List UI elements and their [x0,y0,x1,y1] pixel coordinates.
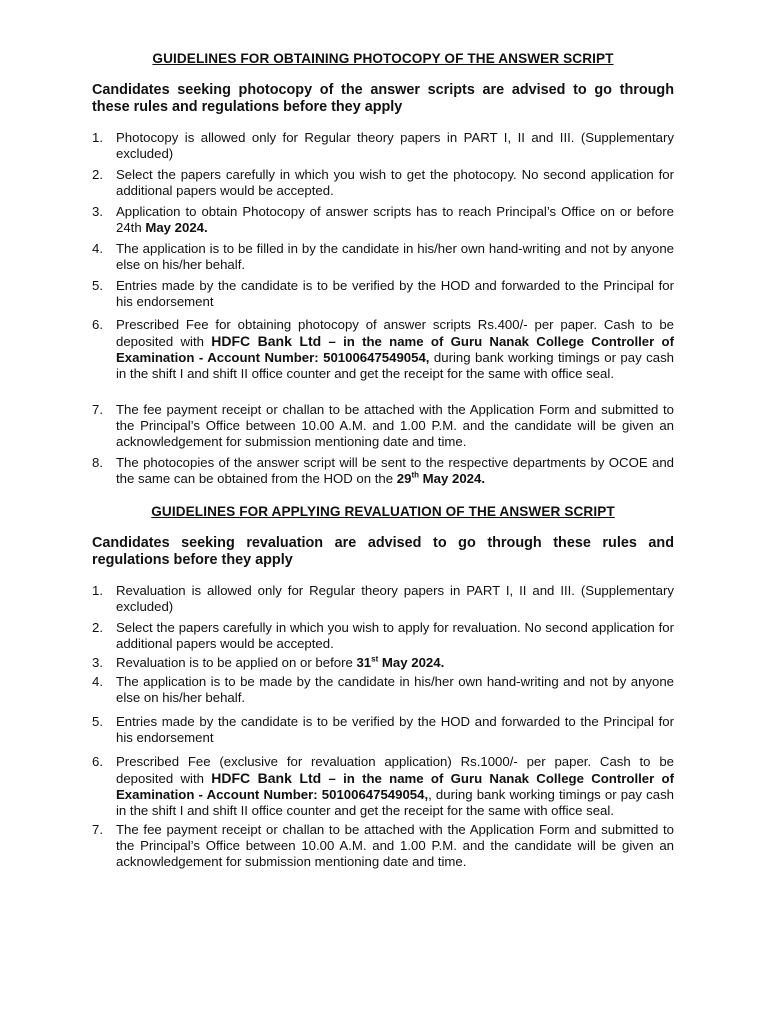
item-number: 1. [92,583,103,598]
item-number: 6. [92,754,103,769]
item-text: Revaluation is to be applied on or before [116,655,357,670]
item-text: Prescribed Fee (exclusive for revaluation application) Rs.1000/- per paper. Cash to be deposited with [116,754,674,786]
item-number: 8. [92,455,103,470]
list-item [92,241,674,273]
item-text: The application is to be filled in by the candidate in his/her own hand-writing and not by anyone else on his/her behalf. [116,241,674,272]
item-text: The photocopies of the answer script will be sent to the respective departments by OCOE and the same can be obtained from the HOD on the [116,455,674,486]
item-text: Entries made by the candidate is to be verified by the HOD and forwarded to the Principal for his endorsement [116,714,674,745]
list-item [92,204,674,236]
list-item [92,317,674,382]
item-number: 6. [92,317,103,332]
bank-name: HDFC Bank Ltd [211,333,322,349]
item-number: 3. [92,655,103,670]
account-details: – in the name of Guru Nanak College Controller of Examination - Account Number: 50100647549054, [116,771,674,802]
item-text: Photocopy is allowed only for Regular theory papers in PART I, II and III. (Supplementary excluded) [116,130,674,161]
list-item [92,620,674,652]
deadline-day: 31 [356,655,372,670]
day-suffix: th [411,470,419,480]
list-item [92,130,674,162]
list-item [92,655,674,671]
revaluation-rules-list [92,583,674,870]
item-text: Entries made by the candidate is to be verified by the HOD and forwarded to the Principal for his endorsement [116,278,674,309]
item-number: 1. [92,130,103,145]
list-item [92,402,674,450]
item-number: 2. [92,620,103,635]
item-number: 4. [92,674,103,689]
account-details: – in the name of Guru Nanak College Controller of Examination - Account Number: 50100647549054, [116,334,674,365]
item-number: 7. [92,402,103,417]
bank-name: HDFC Bank Ltd [211,770,322,786]
item-text: The fee payment receipt or challan to be attached with the Application Form and submitted to the Principal’s Office between 10.00 A.M. and 1.00 P.M. and the candidate will be given an acknowledgement for submission mentioning date and time. [116,822,674,869]
item-number: 5. [92,714,103,729]
photocopy-heading: GUIDELINES FOR OBTAINING PHOTOCOPY OF THE ANSWER SCRIPT [152,51,614,66]
deadline-date: May 2024. [145,220,208,235]
list-item [92,754,674,819]
list-item [92,714,674,746]
item-text: The application is to be made by the candidate in his/her own hand-writing and not by anyone else on his/her behalf. [116,674,674,705]
item-text: The fee payment receipt or challan to be attached with the Application Form and submitted to the Principal’s Office between 10.00 A.M. and 1.00 P.M. and the candidate will be given an acknowledgement for submission mentioning date and time. [116,402,674,449]
item-number: 5. [92,278,103,293]
day-suffix: st [371,654,379,664]
item-text: Select the papers carefully in which you wish to get the photocopy. No second application for additional papers would be accepted. [116,167,674,198]
photocopy-intro: Candidates seeking photocopy of the answer scripts are advised to go through these rules and regulations before they apply [92,82,674,115]
list-item [92,822,674,870]
deadline-date: May 2024. [378,655,445,670]
item-number: 7. [92,822,103,837]
item-number: 2. [92,167,103,182]
item-text-cont: during bank working timings or pay cash in the shift I and shift II office counter and get the receipt for the same with office seal. [116,350,674,381]
item-number: 3. [92,204,103,219]
list-item [92,583,674,615]
photocopy-rules-list [92,130,674,487]
item-number: 4. [92,241,103,256]
list-item [92,455,674,487]
item-text-cont: , during bank working timings or pay cash in the shift I and shift II office counter and get the receipt for the same with office seal. [116,787,675,818]
list-item [92,674,674,706]
collection-day: 29 [396,471,412,486]
item-text: Application to obtain Photocopy of answer scripts has to reach Principal’s Office on or before 24th [116,204,674,235]
list-item [92,167,674,199]
item-text: Prescribed Fee for obtaining photocopy of answer scripts Rs.400/- per paper. Cash to be deposited with [116,317,674,349]
revaluation-heading: GUIDELINES FOR APPLYING REVALUATION OF THE ANSWER SCRIPT [151,504,615,519]
list-item [92,278,674,310]
collection-date: May 2024. [419,471,485,486]
revaluation-intro: Candidates seeking revaluation are advised to go through these rules and regulations before they apply [92,535,674,568]
item-text: Revaluation is allowed only for Regular theory papers in PART I, II and III. (Supplementary excluded) [116,583,674,614]
item-text: Select the papers carefully in which you wish to apply for revaluation. No second application for additional papers would be accepted. [116,620,674,651]
